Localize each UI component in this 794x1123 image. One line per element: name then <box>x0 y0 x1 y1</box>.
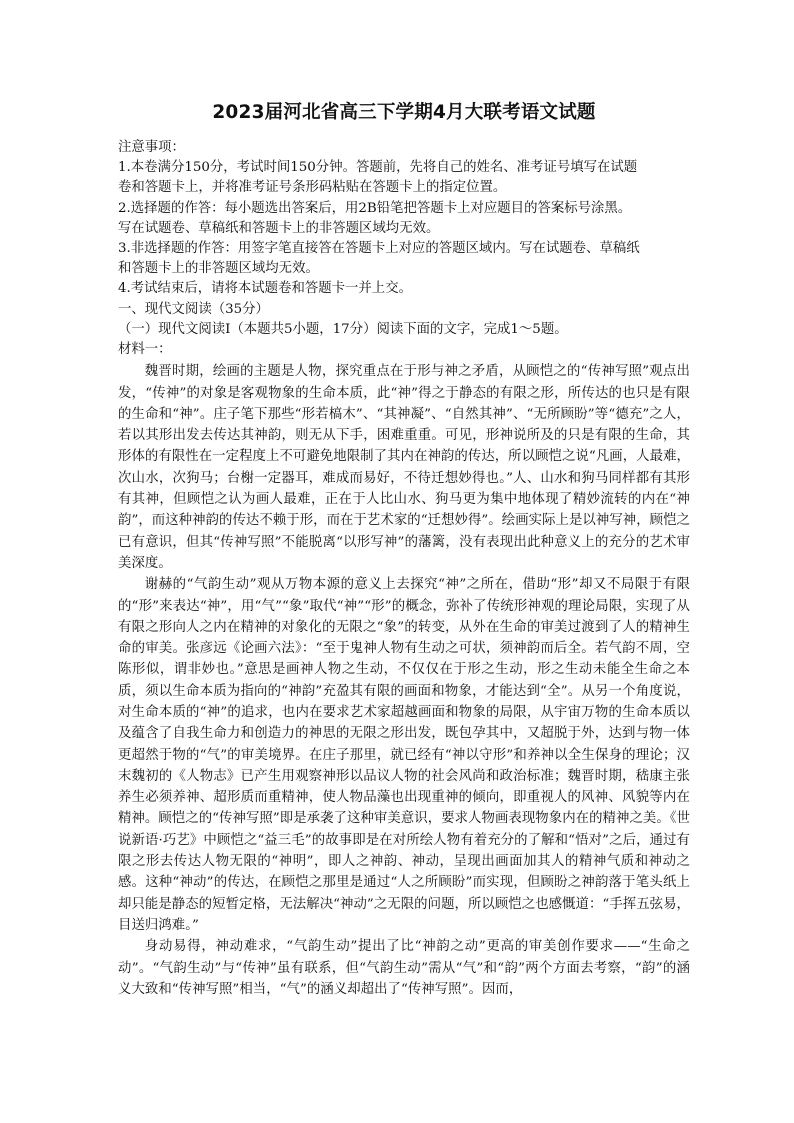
notice-item: 3.非选择题的作答：用签字笔直接答在答题卡上对应的答题区域内。写在试题卷、草稿纸 <box>118 241 640 257</box>
notice-item: 写在试题卷、草稿纸和答题卡上的非答题区域均无效。 <box>118 220 440 236</box>
notice-item: 卷和答题卡上，并将准考证号条形码粘贴在答题卡上的指定位置。 <box>118 180 507 196</box>
body-paragraph: 身动易得，神动难求，“气韵生动”提出了比“神韵之动”更高的审美创作要求——“生命之动”。“气韵生动”与“传神”虽有联系，但“气韵生动”需从“气”和“韵”两个方面去考察，“韵”的涵义大致和“传神写照”相当，“气”的涵义却超出了“传神写照”。因而， <box>118 939 690 997</box>
material-label: 材料一： <box>118 342 172 358</box>
notice-item: 和答题卡上的非答题区域均无效。 <box>118 261 319 277</box>
body-paragraph: 魏晋时期，绘画的主题是人物，探究重点在于形与神之矛盾，从顾恺之的“传神写照”观点出发，“传神”的对象是客观物象的生命本质，此“神”得之于静态的有限之形，所传达的也只是有限的生命和“神”。庄子笔下那些“形若槁木”、“其神凝”、“自然其神”、“无所顾盼”等“德充”之人，若以其形出发去传达其神韵，则无从下手，困难重重。可见，形神说所及的只是有限的生命，其形体的有限性在一定程度上不可避免地限制了其内在神韵的传达，所以顾恺之说“凡画，人最难，次山水，次狗马；台榭一定器耳，难成而易好，不待迁想妙得也。”人、山水和狗马同样都有其形有其神，但顾恺之认为画人最难，正在于人比山水、狗马更为集中地体现了精妙流转的内在“神韵”，而这种神韵的传达不赖于形，而在于艺术家的“迁想妙得”。绘画实际上是以神写神，顾恺之已有意识，但其“传神写照”不能脱离“以形写神”的藩篱，没有表现出此种意义上的充分的艺术审美深度。 <box>118 364 690 571</box>
subsection-heading: （一）现代文阅读Ⅰ（本题共5小题，17分）阅读下面的文字，完成1～5题。 <box>118 321 568 337</box>
document-page <box>118 98 690 1000</box>
notice-item: 2.选择题的作答：每小题选出答案后，用2B铅笔把答题卡上对应题目的答案标号涂黑。 <box>118 200 632 216</box>
body-paragraph: 谢赫的“气韵生动”观从万物本源的意义上去探究“神”之所在，借助“形”却又不局限于有限的“形”来表达“神”，用“气”“象”取代“神”“形”的概念，弥补了传统形神观的理论局限，实现了从有限之形向人之内在精神的对象化的无限之“象”的转变，从外在生命的审美过渡到了人的精神生命的审美。张彦远《论画六法》：“至于鬼神人物有生动之可状，须神韵而后全。若气韵不周，空陈形似，谓非妙也。”意思是画神人物之生动，不仅仅在于形之生动，形之生动未能全生命之本质，须以生命本质为指向的“神韵”充盈其有限的画面和物象，才能达到“全”。从另一个角度说，对生命本质的“神”的追求，也内在要求艺术家超越画面和物象的局限，从宇宙万物的生命本质以及蕴含了自我生命力和创造力的神思的无限之形出发，既包孕其中，又超脱于外，达到与物一体更超然于物的“气”的审美境界。在庄子那里，就已经有“神以守形”和养神以全生保身的理论；汉末魏初的《人物志》已产生用观察神形以品议人物的社会风尚和政治标准；魏晋时期，嵇康主张养生必须养神、超形质而重精神，使人物品藻也出现重神的倾向，即重视人的风神、风貌等内在精神。顾恺之的“传神写照”即是承袭了这种审美意识，要求人物画表现物象内在的精神之美。《世说新语·巧艺》中顾恺之“益三毛”的故事即是在对所绘人物有着充分的了解和“悟对”之后，通过有限之形去传达人物无限的“神明”，即人之神韵、神动，呈现出画面加其人的精神气质和神动之感。这种“神动”的传达，在顾恺之那里是通过“人之所顾盼”而实现，但顾盼之神韵落于笔头纸上却只能是静态的短暂定格，无法解决“神动”之无限的问题，所以顾恺之也感慨道：“手挥五弦易，目送归鸿难。” <box>118 577 690 933</box>
notice-heading: 注意事项： <box>118 140 185 155</box>
page-title: 2023届河北省高三下学期4月大联考语文试题 <box>212 102 596 123</box>
notice-item: 1.本卷满分150分，考试时间150分钟。答题前，先将自己的姓名、准考证号填写在试题 <box>118 160 638 176</box>
section-heading: 一、现代文阅读（35分） <box>118 301 269 317</box>
notice-item: 4.考试结束后，请将本试题卷和答题卡一并上交。 <box>118 281 412 297</box>
